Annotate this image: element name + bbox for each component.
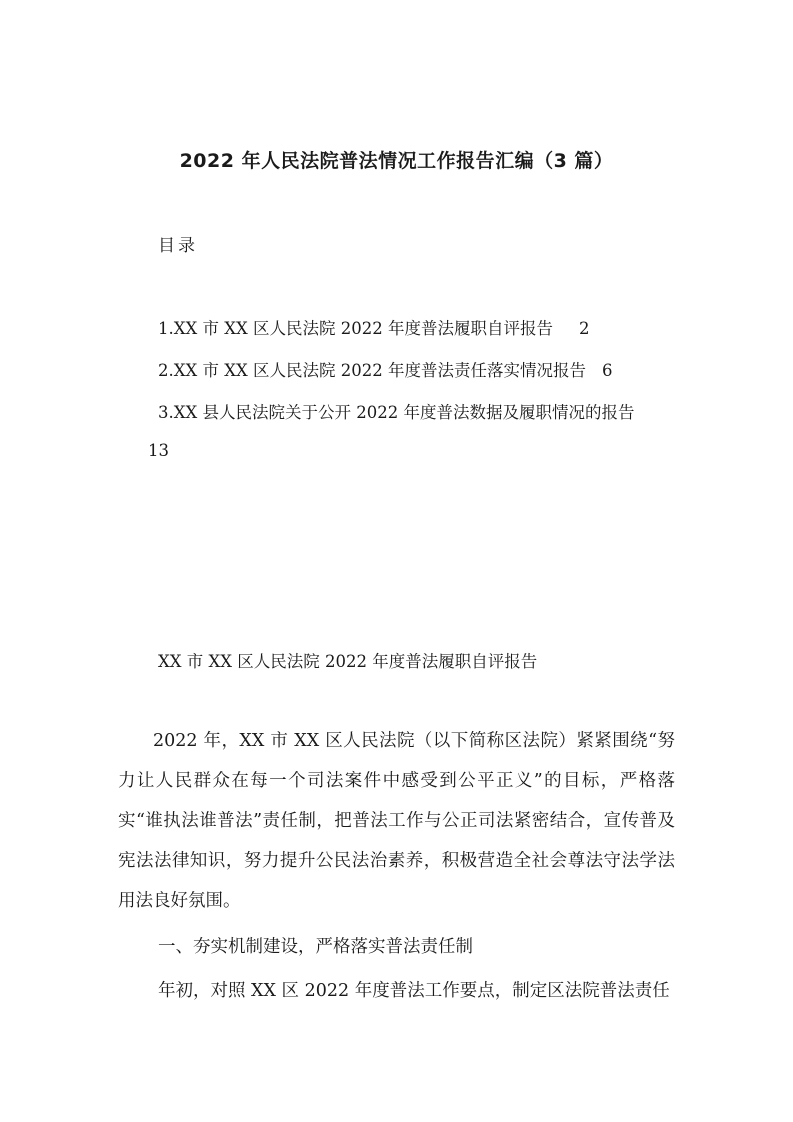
toc-item-text: 3.XX 县人民法院关于公开 2022 年度普法数据及履职情况的报告: [158, 403, 635, 422]
toc-heading: 目录: [158, 236, 198, 256]
section-title: XX 市 XX 区人民法院 2022 年度普法履职自评报告: [158, 652, 538, 671]
toc-item-text: 1.XX 市 XX 区人民法院 2022 年度普法履职自评报告: [158, 319, 553, 338]
toc-item-page: 13: [148, 441, 169, 460]
toc-item-page: 2: [578, 319, 590, 338]
toc-item: [158, 399, 634, 423]
document-title: 2022 年人民法院普法情况工作报告汇编（3 篇）: [179, 150, 614, 172]
toc-item-text: 2.XX 市 XX 区人民法院 2022 年度普法责任落实情况报告: [158, 361, 586, 380]
body-paragraph: 2022 年，XX 市 XX 区人民法院（以下简称区法院）紧紧围绕“努力让人民群众在每一个司法案件中感受到公平正义”的目标，严格落实“谁执法谁普法”责任制，把普法工作与公正司法紧密结合，宣传普及宪法法律知识，努力提升公民法治素养，积极营造全社会尊法守法学法用法良好氛围。: [118, 731, 675, 911]
toc-item-page: 6: [601, 361, 613, 380]
subsection-heading: 一、夯实机制建设，严格落实普法责任制: [158, 937, 473, 957]
body-paragraph-start: 年初，对照 XX 区 2022 年度普法工作要点，制定区法院普法责任: [158, 981, 670, 1001]
toc-item: [158, 315, 589, 339]
toc-item: [158, 357, 612, 381]
